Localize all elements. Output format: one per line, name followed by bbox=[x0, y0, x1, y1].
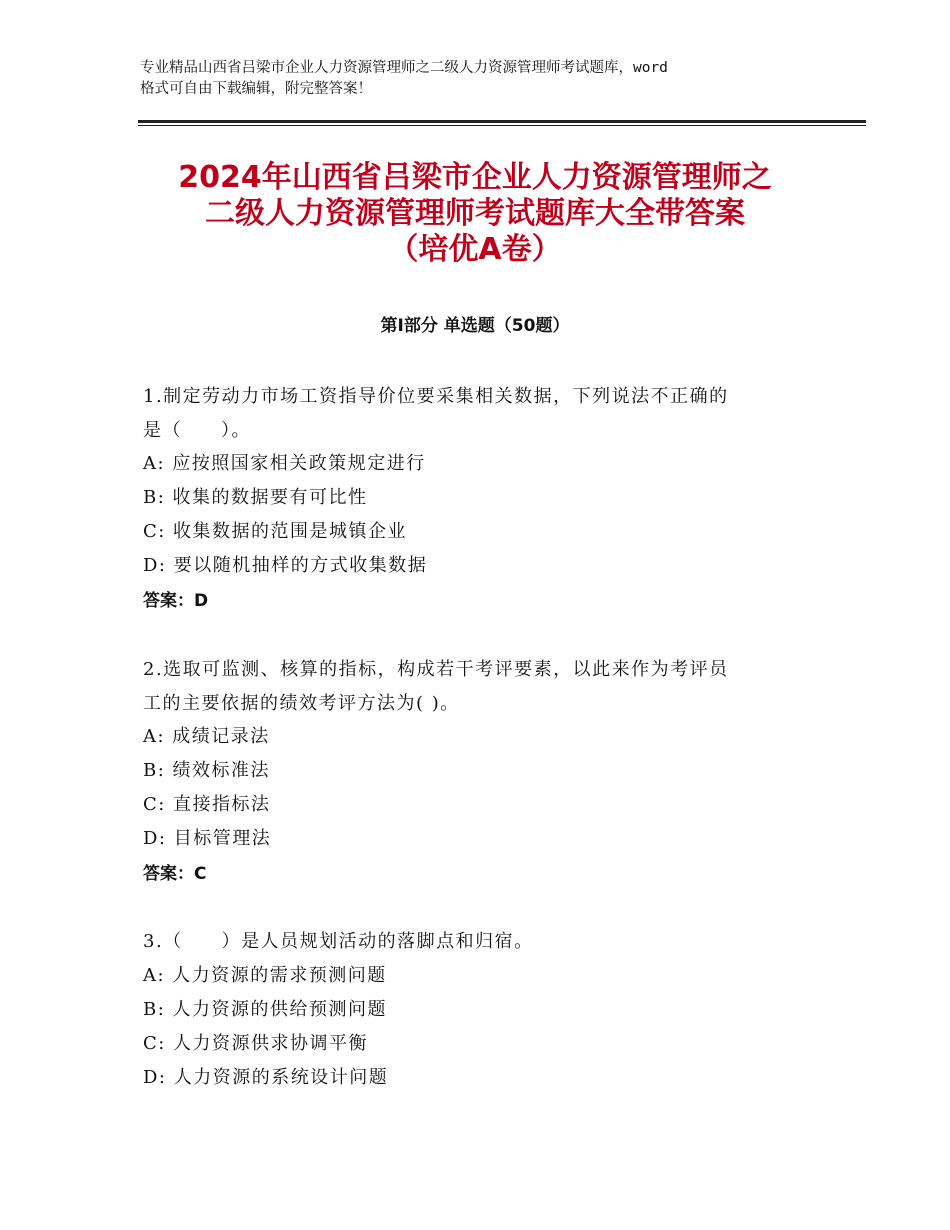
header-divider-thin bbox=[138, 125, 866, 126]
question-2-answer: 答案：C bbox=[143, 864, 207, 884]
title-line-3: （培优A卷） bbox=[388, 232, 562, 267]
section-title: 第Ⅰ部分 单选题（50题） bbox=[380, 316, 570, 336]
question-2-option-c: C: 直接指标法 bbox=[143, 794, 271, 815]
question-3-option-a: A: 人力资源的需求预测问题 bbox=[143, 965, 387, 986]
question-1-text bbox=[143, 380, 823, 448]
question-1-line-2: 是（ ）。 bbox=[143, 420, 251, 441]
question-1-option-a: A: 应按照国家相关政策规定进行 bbox=[143, 453, 426, 474]
question-3-option-c: C: 人力资源供求协调平衡 bbox=[143, 1033, 369, 1054]
question-1-answer: 答案：D bbox=[143, 591, 209, 611]
question-2-option-b: B: 绩效标准法 bbox=[143, 760, 271, 781]
question-2-line-2: 工的主要依据的绩效考评方法为( )。 bbox=[143, 693, 460, 714]
question-2-text bbox=[143, 653, 823, 721]
question-3-text bbox=[143, 925, 823, 959]
document-title bbox=[100, 160, 850, 268]
question-2-line-1: 2.选取可监测、核算的指标，构成若干考评要素，以此来作为考评员 bbox=[143, 659, 729, 680]
question-2-option-a: A: 成绩记录法 bbox=[143, 726, 270, 747]
question-1-option-b: B: 收集的数据要有可比性 bbox=[143, 487, 368, 508]
question-1-option-c: C: 收集数据的范围是城镇企业 bbox=[143, 521, 408, 542]
question-1-line-1: 1.制定劳动力市场工资指导价位要采集相关数据，下列说法不正确的 bbox=[143, 386, 729, 407]
header-note-line-1: 专业精品山西省吕梁市企业人力资源管理师之二级人力资源管理师考试题库，word bbox=[140, 60, 668, 76]
header-note bbox=[140, 58, 820, 100]
question-3-option-d: D: 人力资源的系统设计问题 bbox=[143, 1067, 389, 1088]
question-3-line-1: 3.（ ）是人员规划活动的落脚点和归宿。 bbox=[143, 931, 534, 952]
question-1-option-d: D: 要以随机抽样的方式收集数据 bbox=[143, 555, 428, 576]
title-line-2: 二级人力资源管理师考试题库大全带答案 bbox=[205, 196, 745, 231]
question-3-option-b: B: 人力资源的供给预测问题 bbox=[143, 999, 388, 1020]
title-line-1: 2024年山西省吕梁市企业人力资源管理师之 bbox=[178, 160, 772, 195]
question-2-option-d: D: 目标管理法 bbox=[143, 828, 272, 849]
header-note-line-2: 格式可自由下载编辑，附完整答案！ bbox=[140, 81, 372, 97]
header-divider-thick bbox=[138, 120, 866, 123]
